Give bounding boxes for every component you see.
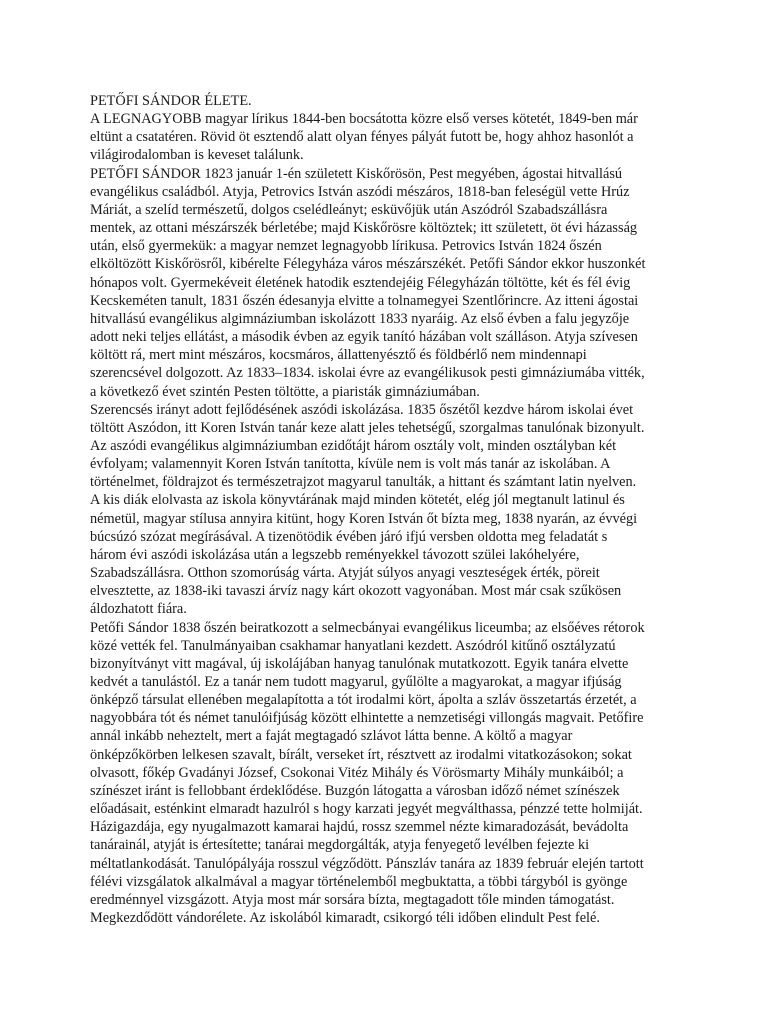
paragraph (90, 619, 690, 928)
text-line: színészet iránt is fellobbant érdeklődése. Buzgón látogatta a városban időző német színészek (90, 782, 620, 799)
text-line: méltatlankodását. Tanulópályája rosszul végződött. Pánszláv tanára az 1839 február elején tartott (90, 855, 644, 872)
text-line: adott neki teljes ellátást, a második évben az egyik tanító házában volt szálláson. Atyja szívesen (90, 329, 638, 346)
text-line: Szerencsés irányt adott fejlődésének aszódi iskolázása. 1835 őszétől kezdve három iskolai évet (90, 401, 634, 418)
text-line: eredménnyel vizsgázott. Atyja most már sorsára bízta, megtagadott tőle minden támogatást. (90, 891, 615, 908)
text-line: Házigazdája, egy nyugalmazott kamarai hajdú, rossz szemmel nézte kimaradozását, bevádolta (90, 819, 629, 836)
text-line: tanárainál, atyját is értesítette; tanárai megdorgálták, atyja fenyegető levélben fejezte ki (90, 837, 590, 854)
text-line: költött rá, mert mint mészáros, kocsmáros, állattenyésztő és földbérlő nem mindennapi (90, 347, 587, 364)
text-line: Kecskeméten tanult, 1831 őszén édesanyja elvitte a tolnamegyei Szentlőrincre. Az itteni ágostai (90, 292, 639, 309)
text-line: töltött Aszódon, itt Koren István tanár keze alatt jeles tehetségű, szorgalmas tanulónak bizonyult. (90, 419, 645, 436)
text-line: három évi aszódi iskolázása után a legszebb reményekkel távozott szülei lakóhelyére, (90, 546, 580, 563)
text-line: áldozhatott fiára. (90, 601, 187, 618)
text-line: németül, magyar stílusa annyira kitünt, hogy Koren István őt bízta meg, 1838 nyarán, az évvégi (90, 510, 638, 527)
text-line: Szabadszállásra. Otthon szomorúság várta. Atyját súlyos anyagi veszteségek érték, pöreit (90, 565, 600, 582)
text-line: a következő évet szintén Pesten töltötte, a piaristák gimnáziumában. (90, 383, 480, 400)
text-line: nagyobbára tót és német tanulóifjúság között elhintette a nemzetiségi villongás magvait. Petőfire (90, 710, 644, 727)
text-line: elvesztette, az 1838-iki tavaszi árvíz nagy kárt okozott vagyonában. Most már csak szűkösen (90, 583, 622, 600)
text-line: bizonyítványt vitt magával, új iskolájában hanyag tanulónak mutatkozott. Egyik tanára elvette (90, 655, 629, 672)
text-line: annál inkább neheztelt, mert a faját megtagadó szlávot látta benne. A költő a magyar (90, 728, 573, 745)
text-line: PETŐFI SÁNDOR 1823 január 1-én született Kiskőrösön, Pest megyében, ágostai hitvallású (90, 165, 623, 182)
text-line: Máriát, a szelíd természetű, dolgos cselédleányt; esküvőjük után Aszódról Szabadszállásra (90, 201, 608, 218)
text-line: evangélikus családból. Atyja, Petrovics István aszódi mészáros, 1818-ban feleségül vette Hrúz (90, 183, 630, 200)
text-line: olvasott, főkép Gvadányi József, Csokonai Vitéz Mihály és Vörösmarty Mihály munkáiból; a (90, 764, 624, 781)
text-line: önképző társulat ellenében megalapította a tót irodalmi kört, ápolta a szláv összetartás érzetét, a (90, 692, 637, 709)
text-line: történelmet, földrajzot és természetrajzot magyarul tanulták, a hittant és számtant latin nyelven. (90, 474, 637, 491)
paragraph (90, 110, 690, 164)
text-line: félévi vizsgálatok alkalmával a magyar történelemből megbuktatta, a többi tárgyból is gyönge (90, 873, 628, 890)
text-line: közé vették fel. Tanulmányaiban csakhamar hanyatlani kezdett. Aszódról kitűnő osztályzatú (90, 637, 616, 654)
paragraph (90, 165, 690, 401)
text-line: hitvallású evangélikus algimnáziumban iskolázott 1833 nyaráig. Az első évben a falu jegyzője (90, 310, 630, 327)
text-line: A kis diák elolvasta az iskola könyvtárának majd minden kötetét, elég jól megtanult latinul és (90, 492, 625, 509)
text-line: Megkezdődött vándorélete. Az iskolából kimaradt, csikorgó téli időben elindult Pest felé. (90, 910, 600, 927)
document-body (90, 92, 690, 927)
text-line: önképzőkörben lelkesen szavalt, bírált, verseket írt, résztvett az irodalmi vitatkozásokon; sokat (90, 746, 632, 763)
text-line: Az aszódi evangélikus algimnáziumban ezidőtájt három osztály volt, minden osztályban két (90, 437, 617, 454)
text-line: elköltözött Kiskőrösről, kibérelte Félegyháza város mészárszékét. Petőfi Sándor ekkor huszonkét (90, 256, 646, 273)
text-line: mentek, az ottani mészárszék bérletébe; majd Kiskőrösre költöztek; itt született, öt évi házasság (90, 220, 638, 237)
text-line: A LEGNAGYOBB magyar lírikus 1844-ben bocsátotta közre első verses kötetét, 1849-ben már (90, 111, 638, 128)
text-line: szerencsével dolgozott. Az 1833–1834. iskolai évre az evangélikusok pesti gimnáziumába vitték, (90, 365, 645, 382)
text-line: kedvét a tanulástól. Ez a tanár nem tudott magyarul, gyűlölte a magyarokat, a magyar ifjúság (90, 674, 622, 690)
document-title: PETŐFI SÁNDOR ÉLETE. (90, 93, 252, 109)
text-line: búcsúzó szózat megírásával. A tizenötödik évében járó ifjú versben oldotta meg feladatát s (90, 528, 608, 545)
text-line: évfolyam; valamennyit Koren István tanította, kívüle nem is volt más tanár az iskolában. A (90, 456, 611, 473)
text-line: világirodalomban is keveset találunk. (90, 147, 304, 164)
text-line: eltünt a csatatéren. Rövid öt esztendő alatt olyan fényes pályát futott be, hogy ahhoz hasonlót a (90, 129, 634, 146)
text-line: Petőfi Sándor 1838 őszén beiratkozott a selmecbányai evangélikus liceumba; az elsőéves rétorok (90, 619, 645, 636)
text-line: hónapos volt. Gyermekéveit életének hatodik esztendejéig Félegyházán töltötte, két és fél évig (90, 274, 631, 291)
text-line: után, első gyermekük: a magyar nemzet legnagyobb lírikusa. Petrovics István 1824 őszén (90, 238, 602, 255)
text-line: előadásait, esténkint elmaradt hazulról s hogy karzati jegyét megválthassa, pénzzé tette holmiját. (90, 801, 643, 818)
paragraph (90, 401, 690, 619)
